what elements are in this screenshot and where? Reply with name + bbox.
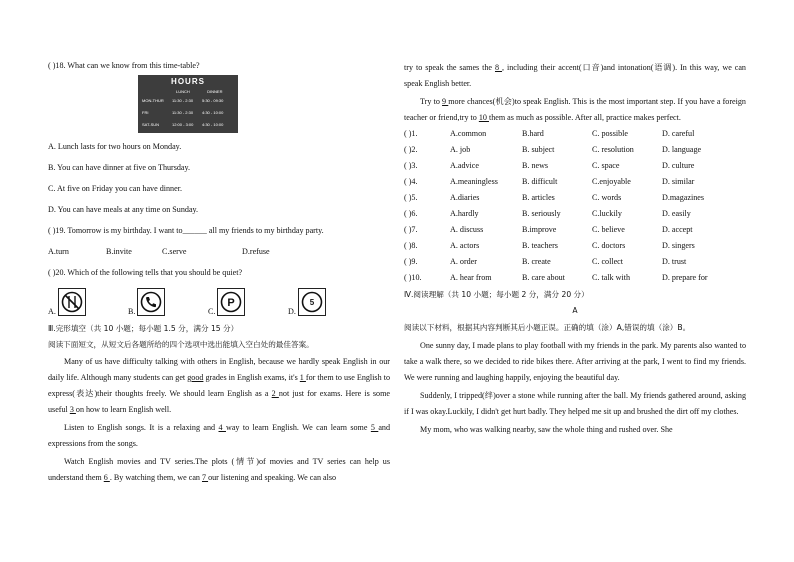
section-4-instructions: 阅读以下材料，根据其内容判断其后小题正误。正确的填（涂）A,错误的填（涂）B。 bbox=[404, 323, 691, 332]
question-text-pre: Tomorrow is my birthday. I want to bbox=[67, 226, 183, 235]
timetable-image bbox=[138, 75, 238, 133]
question-number: ( )18. bbox=[48, 61, 66, 70]
cloze-option-row bbox=[404, 208, 746, 219]
option-b: B. articles bbox=[522, 193, 555, 202]
item-number: ( )8. bbox=[404, 241, 418, 250]
option-d: D. careful bbox=[662, 129, 695, 138]
passage-label: A bbox=[572, 306, 578, 315]
blank-9: 9 bbox=[442, 97, 449, 106]
item-number: ( )6. bbox=[404, 209, 418, 218]
question-text-post: all my friends to my birthday party. bbox=[206, 226, 324, 235]
cloze-option-row bbox=[404, 160, 746, 171]
text: on how to learn English well. bbox=[75, 405, 172, 414]
blank-10: 10 bbox=[478, 113, 489, 122]
blank-2: 2 bbox=[271, 389, 279, 398]
text: more chances(机会)to speak English. This is the most important step. If you have a foreign teacher or friend,try to bbox=[404, 97, 746, 122]
question-text: What can we know from this time-table? bbox=[67, 61, 200, 70]
option-label: B. bbox=[128, 307, 136, 316]
cloze-option-row bbox=[404, 128, 746, 139]
option-a: A. actors bbox=[450, 241, 480, 250]
text: not just for exams. Here is some useful bbox=[48, 389, 390, 414]
option-a: A.turn bbox=[48, 247, 69, 256]
text: them as much as possible. After all, practice makes perfect. bbox=[488, 113, 681, 122]
blank-5: 5 bbox=[370, 423, 379, 432]
option-a: A. hear from bbox=[450, 273, 492, 282]
cloze-option-row bbox=[404, 192, 746, 203]
option-b: B. create bbox=[522, 257, 551, 266]
question-19-options bbox=[48, 246, 390, 257]
blank-6: 6 bbox=[103, 473, 110, 482]
option-d: D. similar bbox=[662, 177, 695, 186]
timetable-headers bbox=[176, 89, 222, 94]
cloze-paragraph-3 bbox=[48, 454, 390, 486]
item-number: ( )1. bbox=[404, 129, 418, 138]
row-dinner: 4:30 - 10:00 bbox=[202, 110, 224, 115]
option-a: A. order bbox=[450, 257, 477, 266]
text: , including their accent(口音)and intonation(语调). In this way, we can speak English better. bbox=[404, 63, 746, 88]
item-number: ( )10. bbox=[404, 273, 422, 282]
option-c: C. At five on Friday you can have dinner. bbox=[48, 184, 182, 193]
cloze-option-row bbox=[404, 224, 746, 235]
option-a: A. job bbox=[450, 145, 471, 154]
option-c: C. collect bbox=[592, 257, 624, 266]
cloze-paragraph-3-continued bbox=[404, 60, 746, 92]
blank-4: 4 bbox=[218, 423, 226, 432]
reading-paragraph-1 bbox=[404, 338, 746, 386]
option-a: A.advice bbox=[450, 161, 479, 170]
section-3-title: Ⅲ.完形填空（共 10 小题；每小题 1.5 分，满分 15 分） bbox=[48, 324, 239, 333]
question-text: Which of the following tells that you should be quiet? bbox=[67, 268, 243, 277]
text: Suddenly, I tripped(绊)over a stone while running after the ball. My friends gathered around, asking if I was okay.Luckily, I didn't get hurt badly. They helped me sit up and brushed the dirt off my clothes. bbox=[404, 391, 746, 416]
underlined-word: good bbox=[187, 373, 204, 382]
option-c: C.enjoyable bbox=[592, 177, 631, 186]
header-dinner: DINNER bbox=[207, 89, 223, 94]
text: Many of us have difficulty talking with others in English, because we hardly speak English in our daily life. Although many students can get bbox=[48, 357, 390, 382]
option-c: C. doctors bbox=[592, 241, 626, 250]
item-number: ( )5. bbox=[404, 193, 418, 202]
speed-limit-sign-icon bbox=[298, 288, 326, 316]
option-b: B. subject bbox=[522, 145, 555, 154]
option-b: B. teachers bbox=[522, 241, 558, 250]
sign-option-a bbox=[48, 288, 128, 316]
item-number: ( )9. bbox=[404, 257, 418, 266]
text: grades in English exams, it's bbox=[203, 373, 300, 382]
option-b: B.invite bbox=[106, 247, 132, 256]
reading-paragraph-2 bbox=[404, 388, 746, 420]
option-d: D. culture bbox=[662, 161, 695, 170]
cloze-option-row bbox=[404, 240, 746, 251]
option-c: C. space bbox=[592, 161, 620, 170]
option-d: D. singers bbox=[662, 241, 695, 250]
cloze-option-row bbox=[404, 272, 746, 283]
cloze-paragraph-1 bbox=[48, 354, 390, 418]
timetable-row bbox=[142, 110, 232, 115]
option-b: B.improve bbox=[522, 225, 557, 234]
option-c: C. believe bbox=[592, 225, 625, 234]
option-d: D. prepare for bbox=[662, 273, 708, 282]
option-label: D. bbox=[288, 307, 296, 316]
cloze-paragraph-2 bbox=[48, 420, 390, 452]
option-b: B. difficult bbox=[522, 177, 558, 186]
blank-8: 8 bbox=[494, 63, 502, 72]
section-3-instructions: 阅读下面短文，从短文后各题所给的四个选项中选出能填入空白处的最佳答案。 bbox=[48, 340, 314, 349]
item-number: ( )3. bbox=[404, 161, 418, 170]
option-a: A. discuss bbox=[450, 225, 484, 234]
option-a: A. Lunch lasts for two hours on Monday. bbox=[48, 142, 182, 151]
option-b: B. You can have dinner at five on Thursday. bbox=[48, 163, 191, 172]
row-dinner: 4:30 - 10:00 bbox=[202, 122, 224, 127]
option-label: A. bbox=[48, 307, 56, 316]
reading-paragraph-3 bbox=[404, 422, 746, 438]
option-c: C. possible bbox=[592, 129, 628, 138]
svg-text:P: P bbox=[227, 297, 236, 309]
sign-option-d bbox=[288, 288, 368, 316]
timetable-title: HOURS bbox=[171, 77, 205, 86]
option-c: C. resolution bbox=[592, 145, 634, 154]
option-d: D. You can have meals at any time on Sunday. bbox=[48, 205, 199, 214]
text: and expressions from the songs. bbox=[48, 423, 390, 448]
row-lunch: 11:30 - 2:30 bbox=[172, 98, 194, 103]
row-lunch: 11:30 - 2:30 bbox=[172, 110, 194, 115]
phone-sign-icon bbox=[137, 288, 165, 316]
blank-7: 7 bbox=[201, 473, 209, 482]
option-b: B. care about bbox=[522, 273, 565, 282]
question-20 bbox=[48, 267, 390, 278]
timetable-row bbox=[142, 98, 232, 103]
text: . By watching them, we can bbox=[109, 473, 202, 482]
option-a: A.meaningless bbox=[450, 177, 498, 186]
option-d: D. easily bbox=[662, 209, 691, 218]
option-d: D. accept bbox=[662, 225, 693, 234]
option-d: D. language bbox=[662, 145, 702, 154]
parking-sign-icon bbox=[217, 288, 245, 316]
row-day: FRI bbox=[142, 110, 149, 115]
option-b: B. seriously bbox=[522, 209, 561, 218]
option-b: B.hard bbox=[522, 129, 544, 138]
text: Listen to English songs. It is a relaxing and bbox=[64, 423, 219, 432]
text: way to learn English. We can learn some bbox=[225, 423, 371, 432]
option-a: A.diaries bbox=[450, 193, 480, 202]
question-number: ( )19. bbox=[48, 226, 66, 235]
row-day: SAT-SUN bbox=[142, 122, 160, 127]
left-column bbox=[48, 60, 390, 488]
timetable-row bbox=[142, 122, 232, 127]
question-18 bbox=[48, 60, 390, 71]
no-eating-sign-icon bbox=[58, 288, 86, 316]
option-b: B. news bbox=[522, 161, 549, 170]
option-c: C. talk with bbox=[592, 273, 630, 282]
text: Try to bbox=[420, 97, 443, 106]
question-19 bbox=[48, 225, 390, 236]
option-a: A.common bbox=[450, 129, 487, 138]
row-day: MON-THUR bbox=[142, 98, 164, 103]
sign-options bbox=[48, 288, 390, 316]
option-d: D.magazines bbox=[662, 193, 705, 202]
text: for them to use English to express(表达)their thoughts freely. We should learn English as a bbox=[48, 373, 390, 398]
option-c: C.serve bbox=[162, 247, 187, 256]
cloze-option-row bbox=[404, 144, 746, 155]
header-lunch: LUNCH bbox=[176, 89, 190, 94]
item-number: ( )7. bbox=[404, 225, 418, 234]
row-dinner: 5:30 - 09:30 bbox=[202, 98, 224, 103]
option-c: C.luckily bbox=[592, 209, 622, 218]
right-column bbox=[404, 60, 746, 440]
text: My mom, who was walking nearby, saw the whole thing and rushed over. She bbox=[420, 425, 673, 434]
blank-1: 1 bbox=[299, 373, 306, 382]
blank-3: 3 bbox=[69, 405, 76, 414]
item-number: ( )2. bbox=[404, 145, 418, 154]
cloze-options bbox=[404, 128, 746, 283]
section-4-title: Ⅳ.阅读理解（共 10 小题；每小题 2 分，满分 20 分） bbox=[404, 290, 589, 299]
text: One sunny day, I made plans to play football with my friends in the park. My parents also wanted to take a walk there, so we decided to ride bikes there. After arriving at the park, I went to find my friends. We were running and laughing happily, enjoying the beautiful day. bbox=[404, 341, 746, 382]
question-number: ( )20. bbox=[48, 268, 66, 277]
option-c: C. words bbox=[592, 193, 622, 202]
option-a: A.hardly bbox=[450, 209, 479, 218]
text: our listening and speaking. We can also bbox=[208, 473, 337, 482]
row-lunch: 12:00 - 3:00 bbox=[172, 122, 194, 127]
item-number: ( )4. bbox=[404, 177, 418, 186]
option-d: D. trust bbox=[662, 257, 687, 266]
option-label: C. bbox=[208, 307, 216, 316]
cloze-option-row bbox=[404, 176, 746, 187]
text: Watch English movies and TV series.The plots (情节)of movies and TV series can help us understand them bbox=[48, 457, 390, 482]
cloze-paragraph-4 bbox=[404, 94, 746, 126]
cloze-option-row bbox=[404, 256, 746, 267]
sign-option-c bbox=[208, 288, 288, 316]
svg-text:5: 5 bbox=[309, 298, 315, 307]
answer-blank: ______ bbox=[182, 226, 207, 235]
sign-option-b bbox=[128, 288, 208, 316]
text: try to speak the sames the bbox=[404, 63, 495, 72]
option-d: D.refuse bbox=[242, 247, 270, 256]
